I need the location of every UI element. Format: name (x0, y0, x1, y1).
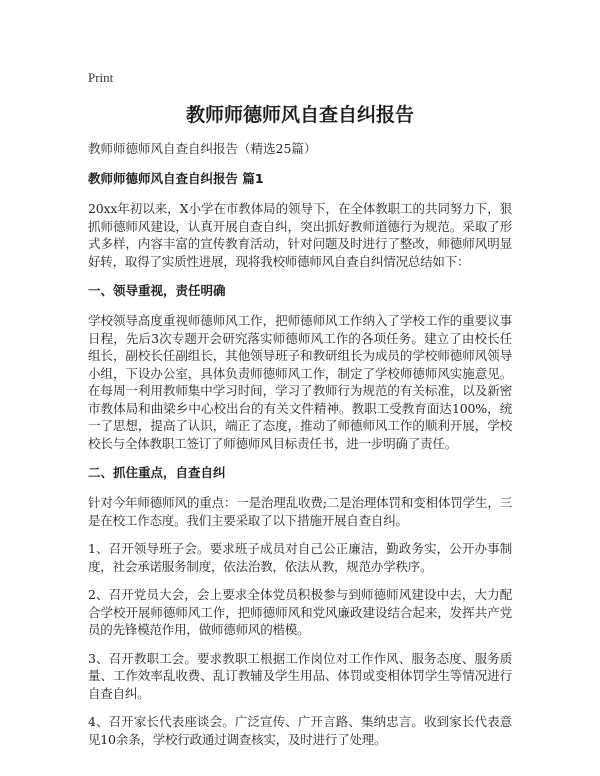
section-2-heading: 二、抓住重点，自查自纠 (88, 465, 226, 480)
intro-paragraph: 20xx年初以来，X小学在市教体局的领导下，在全体教职工的共同努力下，狠抓师德师风建设，认真开展自查自纠，突出抓好教师道德行为规范。采取了形式多样，内容丰富的宣传教育活动，针对问题及时进行了整改，师德师风明显好转，取得了实质性进展，现将我校师德师风自查自纠情况总结如下： (88, 201, 512, 269)
list-item: 3、召开教职工会。要求教职工根据工作岗位对工作作风、服务态度、服务质量、工作效率乱收费、乱订教辅及学生用品、体罚或变相体罚学生等情况进行自查自纠。 (88, 650, 512, 701)
list-item: 4、召开家长代表座谈会。广泛宣传、广开言路、集纳忠言。收到家长代表意见10余条，学校行政通过调查核实，及时进行了处理。 (88, 714, 512, 747)
section-2-intro: 针对今年师德师风的重点：一是治理乱收费;二是治理体罚和变相体罚学生，三是在校工作态度。我们主要采取了以下措施开展自查自纠。 (88, 495, 512, 528)
document-subtitle: 教师师德师风自查自纠报告（精选25篇） (88, 141, 317, 156)
list-item: 2、召开党员大会，会上要求全体党员积极参与到师德师风建设中去，大力配合学校开展师德师风工作，把师德师风和党风廉政建设结合起来，发挥共产党员的先锋模范作用，做师德师风的楷模。 (88, 587, 512, 637)
section-1-body: 学校领导高度重视师德师风工作，把师德师风工作纳入了学校工作的重要议事日程，先后3次专题开会研究落实师德师风工作的各项任务。建立了由校长任组长，副校长任副组长，其他领导班子和教研组长为成员的学校师德师风领导小组，下设办公室，具体负责师德师风工作，制定了学校师德师风实施意见。在每周一利用教师集中学习时间，学习了教师行为规范的有关标准，以及新密市教体局和曲梁乡中心校出台的有关文件精神。教职工受教育面达100%，统一了思想，提高了认识，端正了态度，推动了师德师风工作的顺利开展，学校校长与全体教职工签订了师德师风目标责任书，进一步明确了责任。 (88, 313, 512, 451)
list-item: 1、召开领导班子会。要求班子成员对自己公正廉洁，勤政务实，公开办事制度，社会承诺服务制度，依法治教，依法从教，规范办学秩序。 (88, 541, 512, 574)
article-heading: 教师师德师风自查自纠报告 篇1 (88, 171, 264, 186)
page-title: 教师师德师风自查自纠报告 (185, 104, 414, 126)
section-1-heading: 一、领导重视，责任明确 (88, 283, 226, 298)
print-label[interactable]: Print (88, 70, 114, 85)
